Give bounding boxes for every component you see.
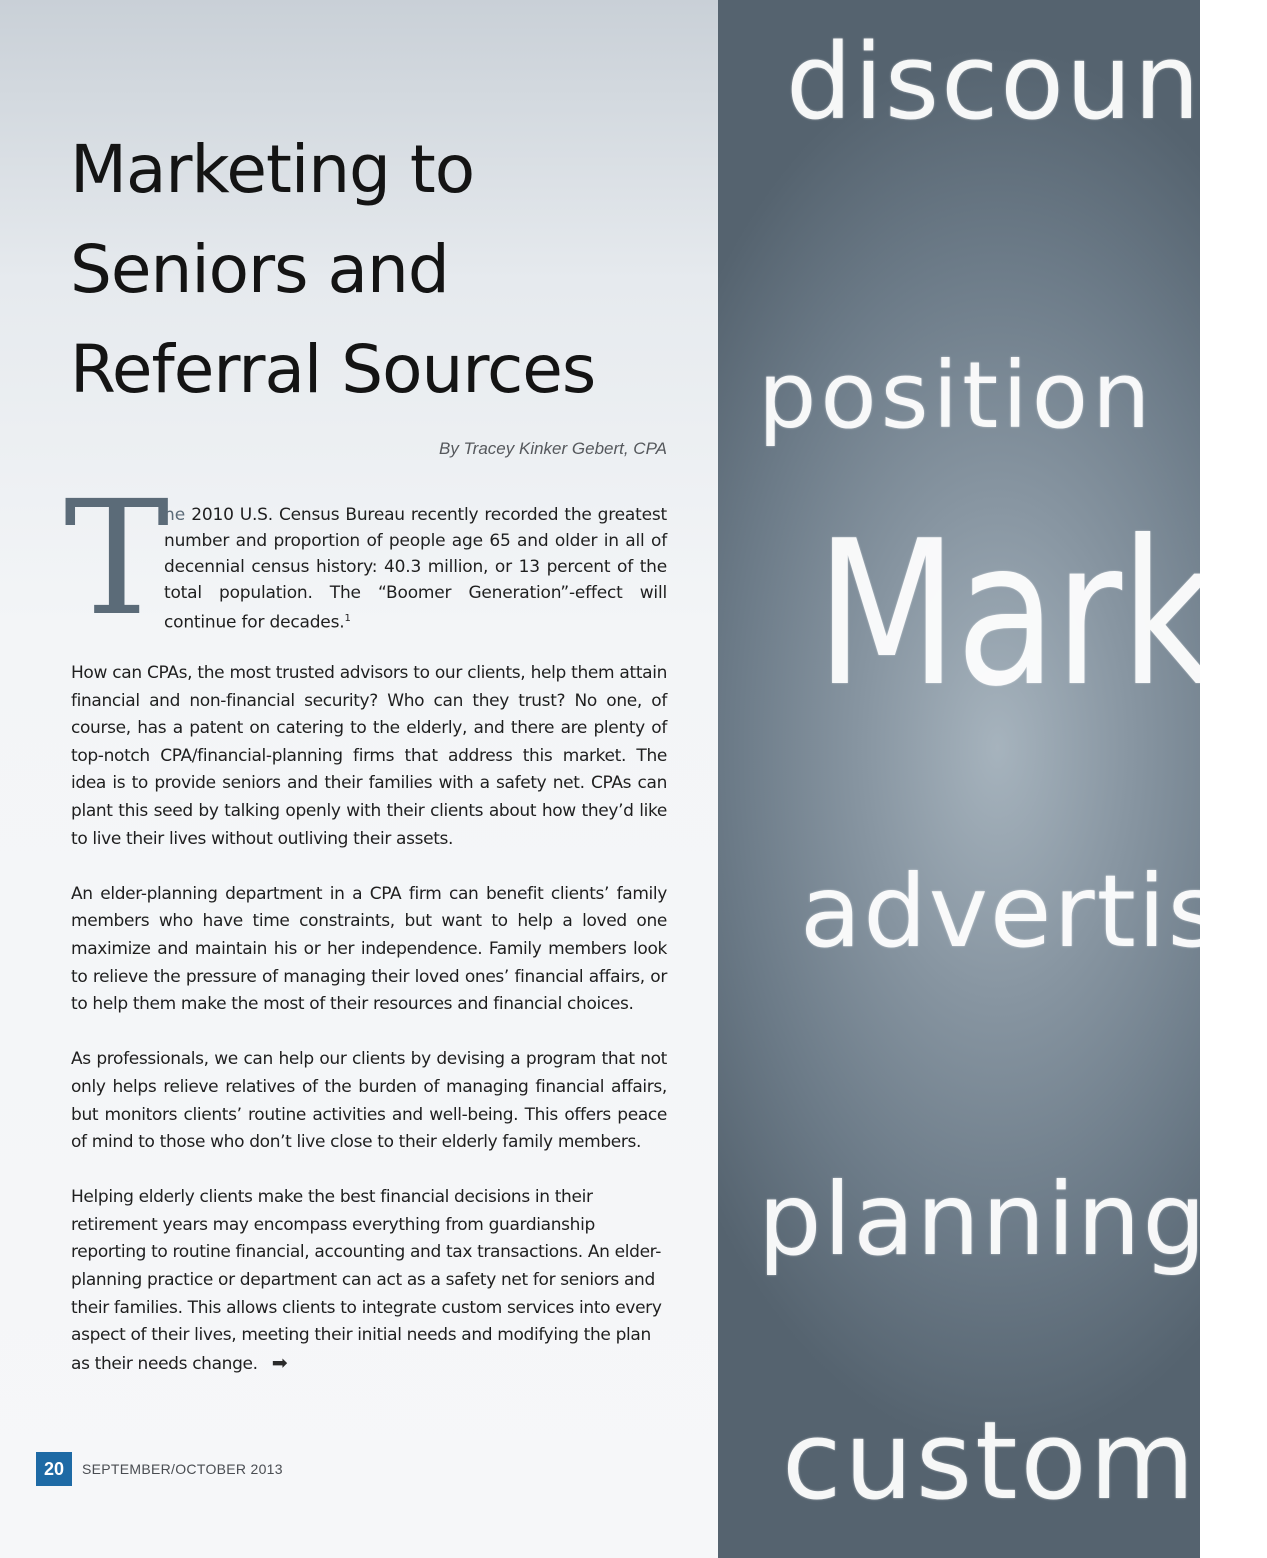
lead-text: 2010 U.S. Census Bureau recently recorded the greatest number and proportion of people age 65 and older in all of decennial census history: 40.3 million, or 13 percent of the total population. The “Boomer Generation”-effect will continue for decades. [164,505,667,633]
title-line: Marketing to [70,131,475,208]
title-line: Seniors and [70,231,449,308]
body-paragraph-text: Helping elderly clients make the best financial decisions in their retirement years may encompass everything from guardianship reporting to routine financial, accounting and tax transactions. An elder-planning practice or department can act as a safety net for seniors and their families. This allows clients to integrate custom services into every aspect of their lives, meeting their initial needs and modifying the plan as their needs change. [71,1187,662,1374]
chalk-word-advertising: advertis [800,853,1222,970]
chalk-word-customer: custome [782,1399,1267,1524]
chalk-word-discount: discount [786,21,1245,143]
body-paragraph-last [71,1184,667,1378]
page-footer [36,1452,283,1486]
body-paragraph: An elder-planning department in a CPA firm can benefit clients’ family members who have time constraints, but want to help a loved one maximize and maintain his or her independence. Family members look to relieve the pressure of managing their loved ones’ financial affairs, or to help them make the most of their resources and financial choices. [71,883,667,1015]
lead-first-word: he [164,505,186,525]
chalk-word-planning: planning [758,1161,1208,1278]
body-paragraph: How can CPAs, the most trusted advisors to our clients, help them attain financial and non-financial security? Who can they trust? No one, of course, has a patent on catering to the elderly, and there are plenty of top-notch CPA/financial-planning firms that address this market. The idea is to provide seniors and their families with a safety net. CPAs can plant this seed by talking openly with their clients about how they’d like to live their lives without outliving their assets. [71,663,667,849]
chalkboard-image [718,0,1267,1558]
chalk-word-position: position [758,342,1155,449]
page-number: 20 [36,1452,72,1486]
article-title [70,120,690,420]
drop-cap: T [64,467,170,651]
title-line: Referral Sources [70,331,596,408]
body-paragraph: As professionals, we can help our clients by devising a program that not only helps relieve relatives of the burden of managing financial affairs, but monitors clients’ routine activities and well-being. This offers peace of mind to those who don’t live close to their elderly family members. [71,1049,667,1153]
chalk-word-marketing: Mark [816,498,1214,731]
byline: By Tracey Kinker Gebert, CPA [439,439,667,458]
issue-date: SEPTEMBER/OCTOBER 2013 [82,1461,283,1477]
article-body [71,660,667,1378]
footnote-marker: 1 [344,613,351,624]
lead-paragraph [164,502,667,636]
continue-arrow-icon: ➡ [271,1351,288,1374]
